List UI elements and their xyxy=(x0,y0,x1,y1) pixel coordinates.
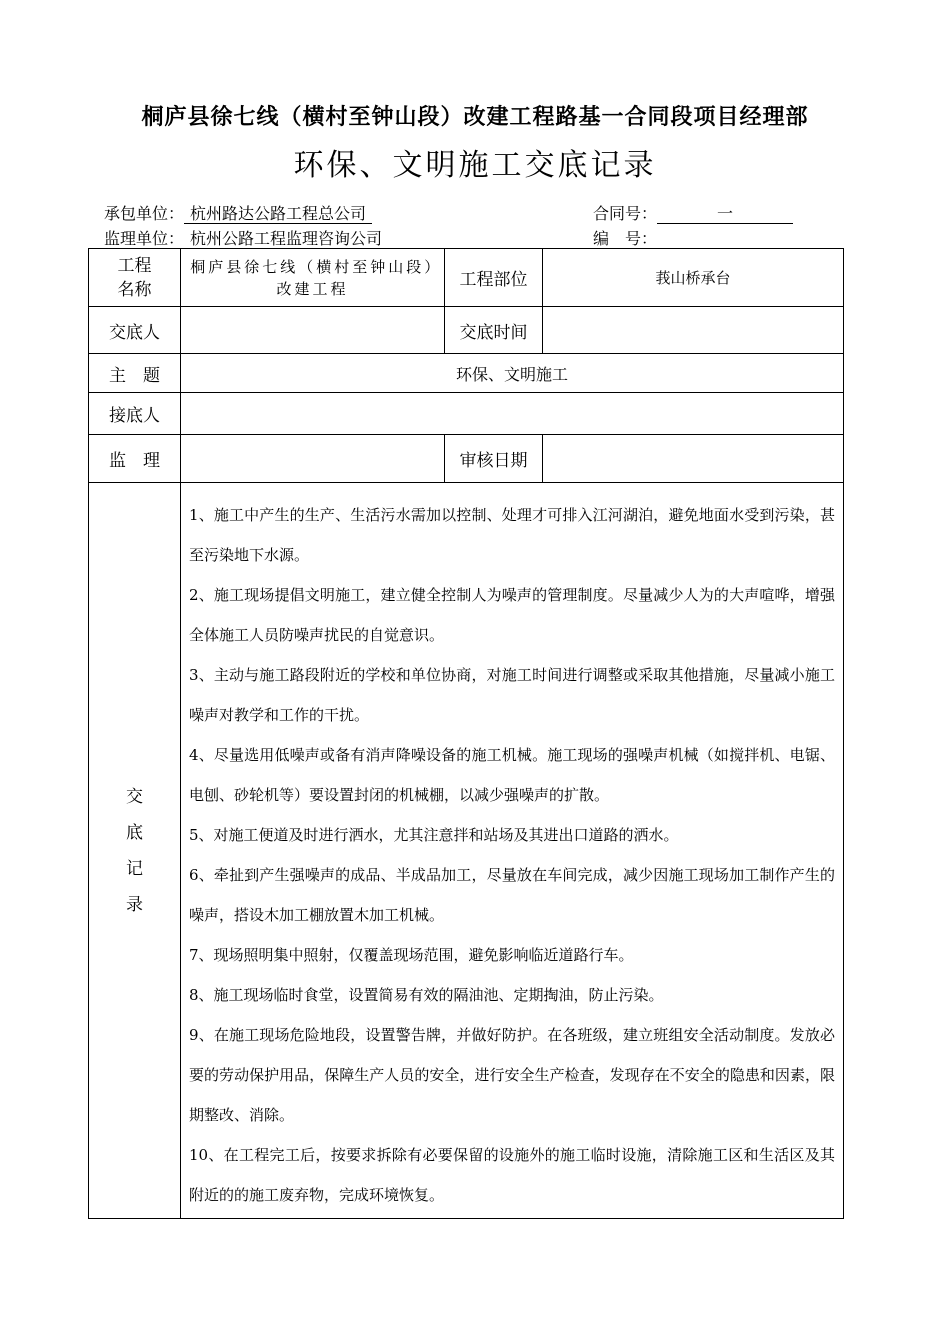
contractor-row xyxy=(104,201,372,224)
record-label-cell xyxy=(89,483,181,1219)
record-label: 交底记录 xyxy=(126,786,143,915)
subject-value: 环保、文明施工 xyxy=(181,354,844,393)
record-table xyxy=(88,248,844,1219)
contract-no-value: 一 xyxy=(657,205,793,224)
record-item: 10、在工程完工后，按要求拆除有必要保留的设施外的施工临时设施，清除施工区和生活区及其附近的的施工废弃物，完成环境恢复。 xyxy=(189,1146,835,1204)
project-name-label-cell xyxy=(89,249,181,307)
supervision-label: 监 理 xyxy=(89,435,181,483)
record-item: 3、主动与施工路段附近的学校和单位协商，对施工时间进行调整或采取其他措施，尽量减小施工噪声对教学和工作的干扰。 xyxy=(189,666,835,724)
contract-no-row xyxy=(593,201,793,224)
record-item: 6、牵扯到产生强噪声的成品、半成品加工，尽量放在车间完成，减少因施工现场加工制作产生的噪声，搭设木加工棚放置木加工机械。 xyxy=(189,866,835,924)
table-row xyxy=(89,435,844,483)
supervision-value xyxy=(181,435,445,483)
contractor-label: 承包单位： xyxy=(104,204,185,223)
table-row xyxy=(89,393,844,435)
record-item: 1、施工中产生的生产、生活污水需加以控制、处理才可排入江河湖泊，避免地面水受到污染，甚至污染地下水源。 xyxy=(189,506,835,564)
record-item: 5、对施工便道及时进行洒水，尤其注意拌和站场及其进出口道路的洒水。 xyxy=(189,826,679,844)
contractor-value: 杭州路达公路工程总公司 xyxy=(184,205,372,224)
project-name-value: 桐庐县徐七线（横村至钟山段）改建工程 xyxy=(181,249,445,307)
table-row xyxy=(89,249,844,307)
discloser-value xyxy=(181,307,445,354)
table-row xyxy=(89,354,844,393)
document-subtitle: 环保、文明施工交底记录 xyxy=(293,148,657,183)
review-date-label: 审核日期 xyxy=(445,435,543,483)
review-date-value xyxy=(543,435,844,483)
record-item: 4、尽量选用低噪声或备有消声降噪设备的施工机械。施工现场的强噪声机械（如搅拌机、电锯、电刨、砂轮机等）要设置封闭的机械棚，以减少强噪声的扩散。 xyxy=(189,746,835,804)
record-item: 2、施工现场提倡文明施工，建立健全控制人为噪声的管理制度。尽量减少人为的大声喧哗，增强全体施工人员防噪声扰民的自觉意识。 xyxy=(189,586,835,644)
contract-no-label: 合同号： xyxy=(593,204,658,223)
serial-label: 编 号： xyxy=(593,229,658,248)
supervisor-row xyxy=(104,226,388,249)
table-row xyxy=(89,307,844,354)
record-item: 8、施工现场临时食堂，设置简易有效的隔油池、定期掏油，防止污染。 xyxy=(189,986,664,1004)
subject-label: 主 题 xyxy=(89,354,181,393)
project-part-label: 工程部位 xyxy=(445,249,543,307)
receiver-label: 接底人 xyxy=(89,393,181,435)
receiver-value xyxy=(181,393,844,435)
record-item: 7、现场照明集中照射，仅覆盖现场范围，避免影响临近道路行车。 xyxy=(189,946,634,964)
serial-row xyxy=(593,226,801,249)
table-row xyxy=(89,483,844,1219)
disclose-time-value xyxy=(543,307,844,354)
record-item: 9、在施工现场危险地段，设置警告牌，并做好防护。在各班级，建立班组安全活动制度。发放必要的劳动保护用品，保障生产人员的安全，进行安全生产检查，发现存在不安全的隐患和因素，限期整改、消除。 xyxy=(189,1026,835,1124)
project-name-label: 工程名称 xyxy=(117,255,152,300)
discloser-label: 交底人 xyxy=(89,307,181,354)
supervisor-label: 监理单位： xyxy=(104,229,185,248)
record-content xyxy=(181,483,844,1219)
supervisor-value: 杭州公路工程监理咨询公司 xyxy=(184,230,388,249)
disclose-time-label: 交底时间 xyxy=(445,307,543,354)
project-part-value: 莪山桥承台 xyxy=(543,249,844,307)
serial-value-blank xyxy=(657,230,801,249)
document-title: 桐庐县徐七线（横村至钟山段）改建工程路基一合同段项目经理部 xyxy=(141,105,809,130)
